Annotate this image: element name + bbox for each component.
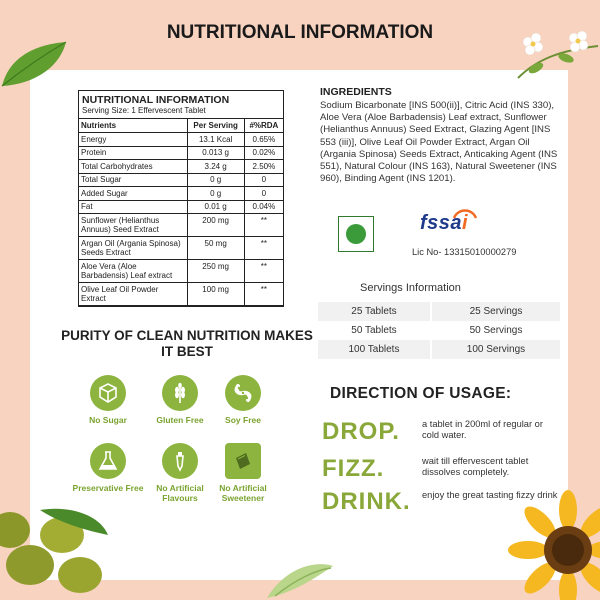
per-serving: 250 mg xyxy=(187,260,244,283)
feature-no-artificial-sweetener xyxy=(203,443,283,503)
per-serving: 0.01 g xyxy=(187,200,244,214)
rda: 0.65% xyxy=(244,133,283,147)
aloe-decoration xyxy=(265,558,335,600)
feature-soy-free xyxy=(203,375,283,426)
rda: 0.04% xyxy=(244,200,283,214)
tablet-count: 25 Tablets xyxy=(318,302,431,321)
feature-label: No Artificial Sweetener xyxy=(219,483,267,503)
serving-size: Serving Size: 1 Effervescent Tablet xyxy=(79,106,283,119)
nutrient-name: Total Carbohydrates xyxy=(79,160,187,174)
nutrient-name: Added Sugar xyxy=(79,187,187,201)
feature-preservative-free xyxy=(68,443,148,494)
table-row xyxy=(318,340,560,359)
nutrient-name: Aloe Vera (Aloe Barbadensis) Leaf extract xyxy=(79,260,187,283)
table-row xyxy=(79,283,283,306)
table-row xyxy=(79,160,283,174)
column-header: Per Serving xyxy=(187,119,244,133)
ingredients-title: INGREDIENTS xyxy=(320,86,392,98)
nutrition-table xyxy=(78,90,284,307)
nutrient-name: Argan Oil (Argania Spinosa) Seeds Extract xyxy=(79,237,187,260)
column-header: #%RDA xyxy=(244,119,283,133)
sweetener-packet-icon xyxy=(232,450,254,472)
per-serving: 0 g xyxy=(187,173,244,187)
table-row xyxy=(79,237,283,260)
column-header: Nutrients xyxy=(79,119,187,133)
rda: ** xyxy=(244,237,283,260)
step-description: enjoy the great tasting fizzy drink xyxy=(422,490,558,500)
nutrient-name: Total Sugar xyxy=(79,173,187,187)
license-number: Lic No- 13315010000279 xyxy=(412,247,517,257)
ingredients-text: Sodium Bicarbonate [INS 500(ii)], Citric Acid (INS 330), Aloe Vera (Aloe Barbadensis) Leaf extract, Sunflower (Helianthus Annuus) Seed Extract, Glazing Agent [INS 553 (iii)], Olive Leaf Oil Powder Extract, Argan Oil (Argania Spinosa) Seeds Extract, Anticaking Agent (INS 551), Natural Colour (INS 163), Natural Sweetener (INS 960), Binding Agent (INS 1201). xyxy=(320,100,558,185)
per-serving: 0.013 g xyxy=(187,146,244,160)
direction-title: DIRECTION OF USAGE: xyxy=(330,385,512,402)
step-word: FIZZ. xyxy=(322,455,385,482)
tablet-count: 100 Tablets xyxy=(318,340,431,359)
per-serving: 3.24 g xyxy=(187,160,244,174)
feature-label: Gluten Free xyxy=(156,415,204,425)
rda: ** xyxy=(244,283,283,306)
serving-count: 100 Servings xyxy=(431,340,560,359)
servings-table xyxy=(318,302,560,359)
nutrient-name: Sunflower (Helianthus Annuus) Seed Extract xyxy=(79,214,187,237)
nutrient-name: Olive Leaf Oil Powder Extract xyxy=(79,283,187,306)
feature-label: Soy Free xyxy=(225,415,261,425)
serving-count: 50 Servings xyxy=(431,321,560,340)
table-row xyxy=(318,321,560,340)
flask-icon xyxy=(97,450,119,472)
table-row xyxy=(79,260,283,283)
flower-decoration xyxy=(508,28,600,83)
step-description: wait till effervescent tablet dissolves completely. xyxy=(422,456,529,477)
tablet-count: 50 Tablets xyxy=(351,325,397,336)
olives-decoration xyxy=(0,505,110,600)
step-word: DRINK. xyxy=(322,488,411,515)
fssai-logo-text: fssai xyxy=(420,212,469,234)
table-row xyxy=(79,214,283,237)
table-row xyxy=(318,302,560,321)
table-row xyxy=(79,146,283,160)
rda: ** xyxy=(244,214,283,237)
nutrient-name: Protein xyxy=(79,146,187,160)
servings-title: Servings Information xyxy=(360,282,461,294)
step-description: a tablet in 200ml of regular or cold water. xyxy=(422,419,543,440)
rda: 2.50% xyxy=(244,160,283,174)
feature-no-sugar xyxy=(68,375,148,426)
leaf-decoration xyxy=(0,40,70,90)
feature-label: No Sugar xyxy=(89,415,127,425)
dropper-icon xyxy=(169,450,191,472)
page-title: NUTRITIONAL INFORMATION xyxy=(166,22,434,43)
wheat-icon xyxy=(169,382,191,404)
per-serving: 13.1 Kcal xyxy=(187,133,244,147)
rda: 0.02% xyxy=(244,146,283,160)
purity-heading: PURITY OF CLEAN NUTRITION MAKES IT BEST xyxy=(61,328,313,359)
sugar-cube-icon xyxy=(97,382,119,404)
per-serving: 200 mg xyxy=(187,214,244,237)
table-row xyxy=(79,200,283,214)
nutrition-table-title: NUTRITIONAL INFORMATION xyxy=(82,94,230,106)
fssai-logo xyxy=(420,212,468,235)
serving-count: 25 Servings xyxy=(431,302,560,321)
per-serving: 100 mg xyxy=(187,283,244,306)
feature-label: Preservative Free xyxy=(72,483,144,493)
nutrient-name: Energy xyxy=(79,133,187,147)
rda: 0 xyxy=(244,173,283,187)
veg-mark-icon xyxy=(338,216,374,252)
per-serving: 50 mg xyxy=(187,237,244,260)
nutrient-name: Fat xyxy=(79,200,187,214)
feature-label: No Artificial Flavours xyxy=(156,483,204,503)
per-serving: 0 g xyxy=(187,187,244,201)
table-row xyxy=(79,133,283,147)
step-word: DROP. xyxy=(322,418,400,445)
rda: ** xyxy=(244,260,283,283)
rda: 0 xyxy=(244,187,283,201)
soybean-icon xyxy=(232,382,254,404)
table-row xyxy=(79,187,283,201)
table-row xyxy=(79,173,283,187)
sunflower-decoration xyxy=(508,490,600,600)
